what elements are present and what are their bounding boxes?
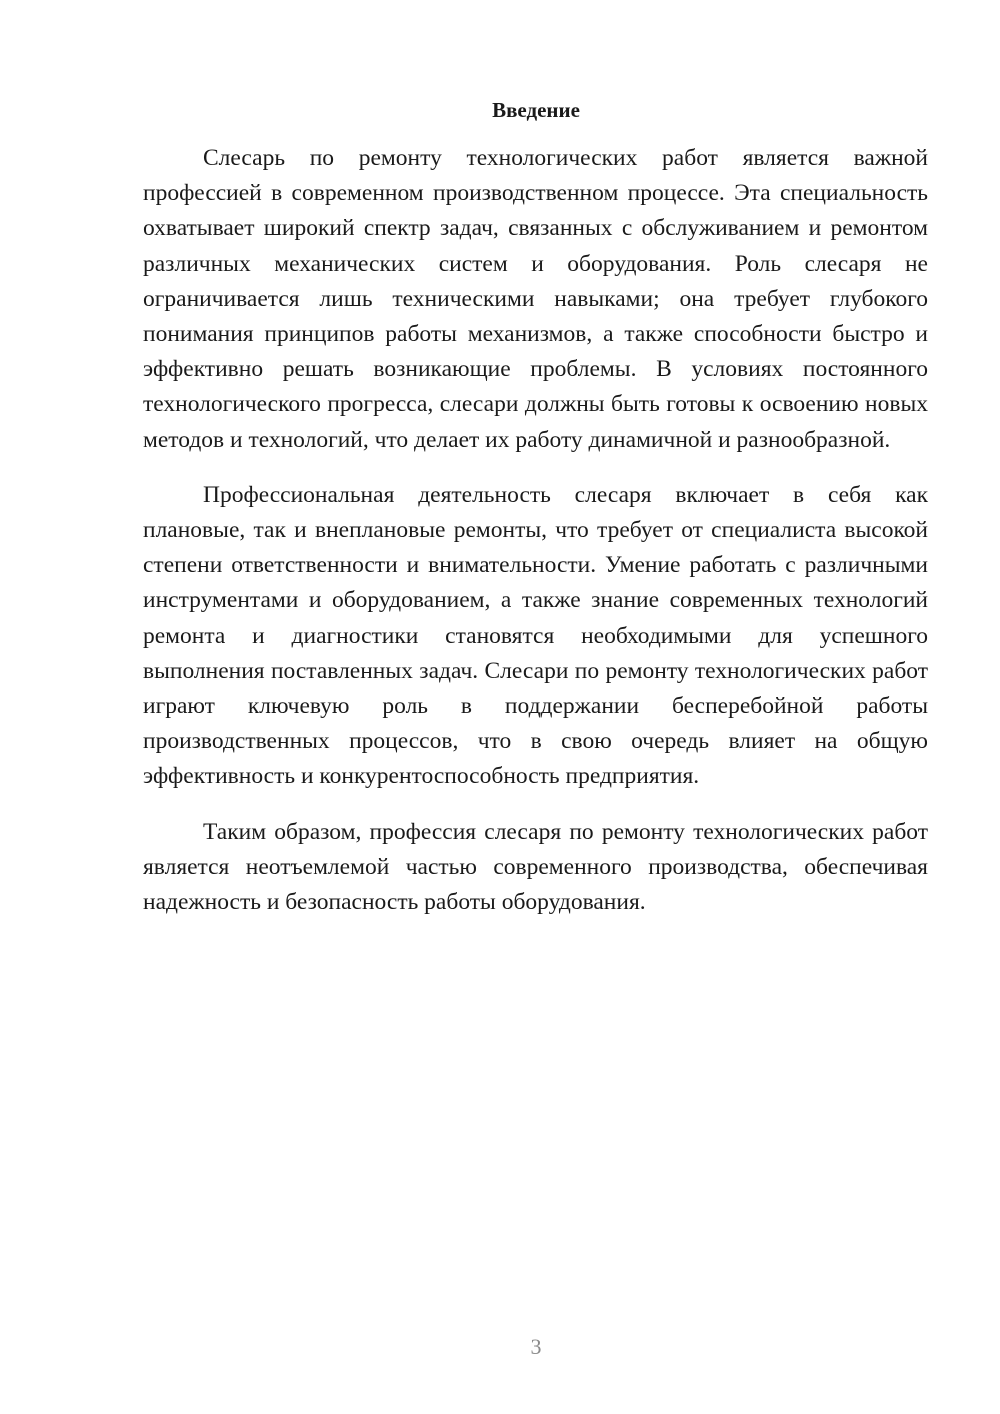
section-title: Введение <box>492 98 580 122</box>
paragraph-2: Профессиональная деятельность слесаря включает в себя как плановые, так и внеплановые ремонты, что требует от специалиста высокой степени ответственности и внимательности. Умение работать с различными инструментами и оборудованием, а также знание современных технологий ремонта и диагностики становятся необходимыми для успешного выполнения поставленных задач. Слесари по ремонту технологических работ играют ключевую роль в поддержании бесперебойной работы производственных процессов, что в свою очередь влияет на общую эффективность и конкурентоспособность предприятия. <box>143 481 928 790</box>
page-number: 3 <box>530 1334 542 1359</box>
paragraph-3: Таким образом, профессия слесаря по ремонту технологических работ является неотъемлемой частью современного производства, обеспечивая надежность и безопасность работы оборудования. <box>143 818 928 916</box>
paragraph-1: Слесарь по ремонту технологических работ является важной профессией в современном производственном процессе. Эта специальность охватывает широкий спектр задач, связанных с обслуживанием и ремонтом различных механических систем и оборудования. Роль слесаря не ограничивается лишь техническими навыками; она требует глубокого понимания принципов работы механизмов, а также способности быстро и эффективно решать возникающие проблемы. В условиях постоянного технологического прогресса, слесари должны быть готовы к освоению новых методов и технологий, что делает их работу динамичной и разнообразной. <box>143 145 928 453</box>
section-body <box>143 141 928 940</box>
